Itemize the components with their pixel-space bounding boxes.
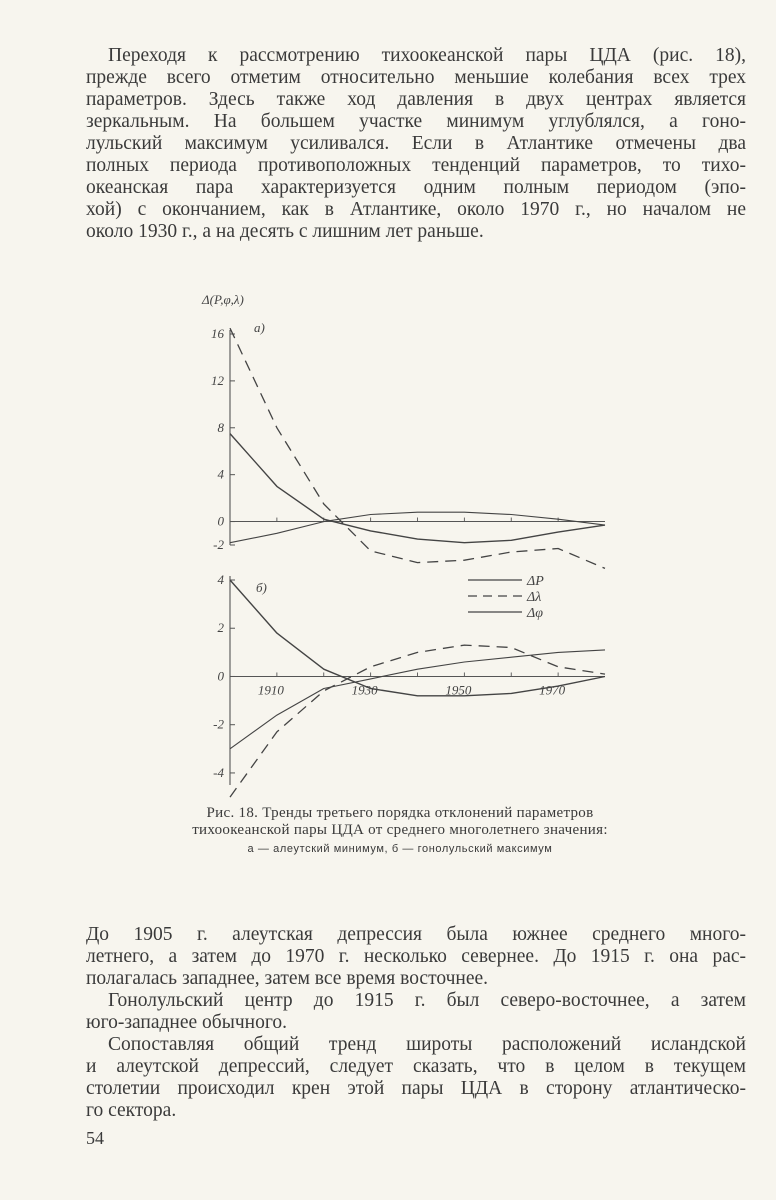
text-line: летнего, а затем до 1970 г. несколько севернее. До 1915 г. она рас- (86, 946, 746, 967)
text-line: Переходя к рассмотрению тихоокеанской пары ЦДА (рис. 18), (108, 45, 746, 66)
legend-label: ΔP (527, 574, 544, 589)
text-line: го сектора. (86, 1100, 177, 1121)
caption-main: Рис. 18. Тренды третьего порядка отклонений параметров тихоокеанской пары ЦДА от среднего многолетнего значения: (192, 805, 608, 838)
y-tick-label: 8 (217, 419, 224, 435)
text-line: параметров. Здесь также ход давления в двух центрах является (86, 89, 746, 110)
year-label: 1910 (257, 682, 284, 698)
text-line: океанская пара характеризуется одним полным периодом (эпо- (86, 177, 746, 198)
text-line: полагалась западнее, затем все время восточнее. (86, 968, 489, 989)
y-tick-label: 12 (211, 372, 224, 388)
text-line: Сопоставляя общий тренд широты расположений исландской (108, 1034, 746, 1055)
y-tick-label: 16 (211, 326, 224, 341)
text-line: около 1930 г., а на десять с лишним лет раньше. (86, 221, 484, 242)
series-line-a-Δφ (230, 512, 605, 543)
caption-sub: а — алеутский минимум, б — гонолульский максимум (247, 843, 553, 855)
y-tick-label: -2 (213, 537, 224, 552)
text-line: столетии происходил крен этой пары ЦДА в сторону атлантическо- (86, 1078, 746, 1099)
panel-a-label: а) (254, 320, 265, 335)
series-line-b-ΔP (230, 580, 605, 696)
figure-18 (190, 290, 620, 800)
figure-caption (190, 805, 610, 858)
series-line-b-Δλ (230, 645, 605, 797)
year-label: 1930 (351, 682, 378, 698)
y-axis-title: Δ(P,φ,λ) (202, 292, 244, 307)
text-line: лульский максимум усиливался. Если в Атлантике отмечены два (86, 133, 746, 154)
text-line: До 1905 г. алеутская депрессия была южнее среднего много- (86, 924, 746, 945)
y-tick-label: -2 (213, 716, 224, 732)
trend-chart (190, 290, 620, 800)
text-line: хой) с окончанием, как в Атлантике, около 1970 г., но началом не (86, 199, 746, 220)
y-tick-label: -4 (213, 764, 224, 780)
panel-b-label: б) (256, 580, 267, 595)
paragraph-bottom (86, 924, 746, 1122)
text-line: зеркальным. На большем участке минимум углублялся, а гоно- (86, 111, 746, 132)
legend-label: Δλ (527, 590, 542, 605)
y-tick-label: 2 (217, 620, 224, 636)
text-line: прежде всего отметим относительно меньшие колебания всех трех (86, 67, 746, 88)
paragraph-top (86, 45, 746, 243)
y-tick-label: 4 (217, 466, 224, 482)
page-number: 54 (86, 1128, 104, 1148)
year-label: 1970 (539, 682, 566, 698)
text-line: и алеутской депрессий, следует сказать, что в целом в текущем (86, 1056, 746, 1077)
year-label: 1950 (445, 682, 472, 698)
legend-label: Δφ (527, 606, 543, 621)
y-tick-label: 0 (217, 668, 224, 684)
series-line-b-Δφ (230, 650, 605, 749)
text-line: юго-западнее обычного. (86, 1012, 287, 1033)
text-line: полных периода противоположных тенденций параметров, то тихо- (86, 155, 746, 176)
y-tick-label: 4 (217, 572, 224, 587)
series-line-a-ΔP (230, 434, 605, 543)
series-line-a-Δλ (230, 328, 605, 568)
y-tick-label: 0 (217, 513, 224, 529)
text-line: Гонолульский центр до 1915 г. был северо-восточнее, а затем (108, 990, 746, 1011)
